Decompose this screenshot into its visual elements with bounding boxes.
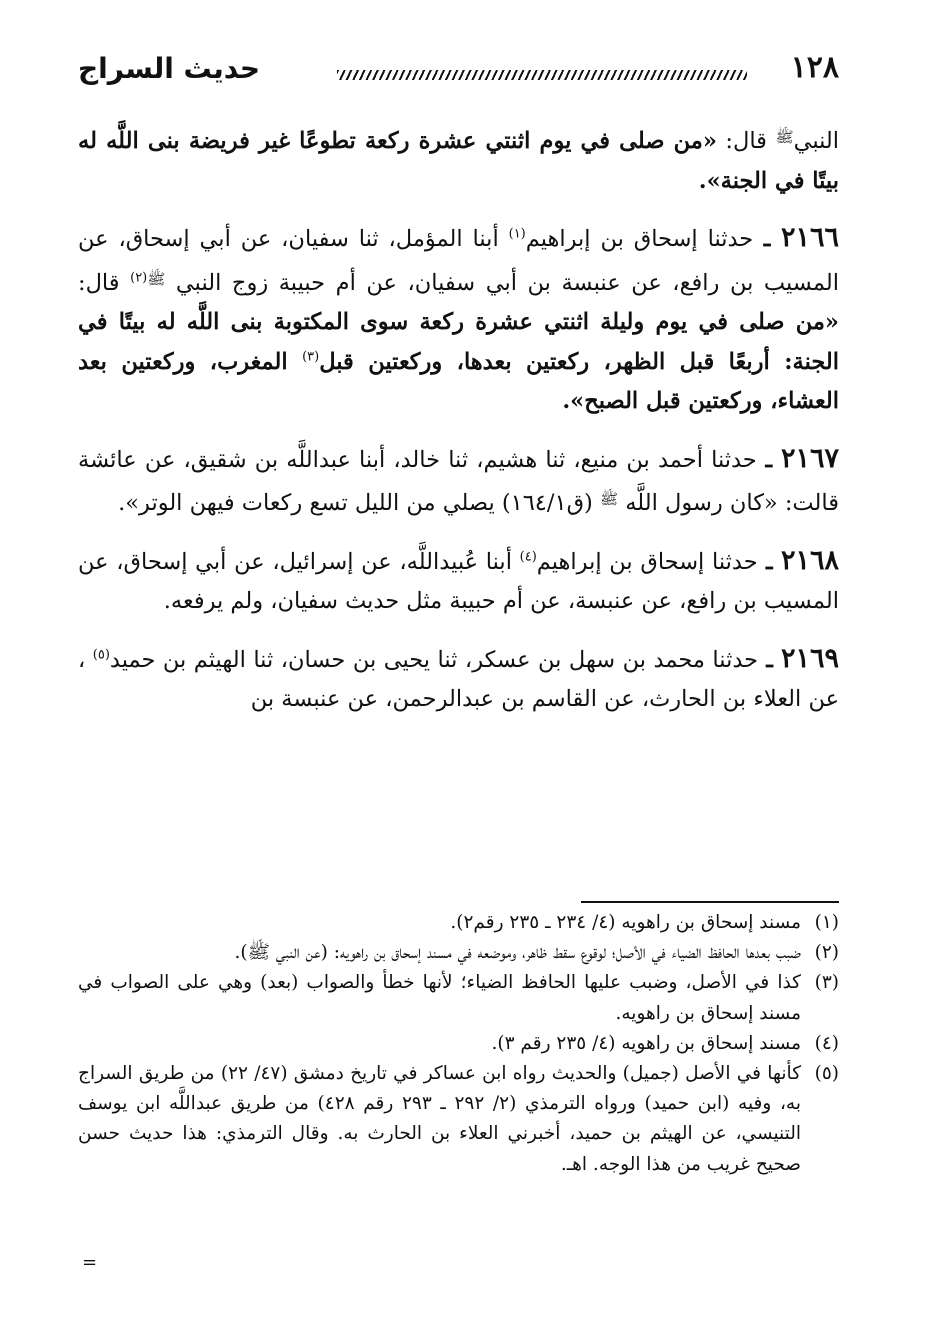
- text-run: أبنا المؤمل، ثنا سفيان، عن أبي إسحاق، عن المسيب بن رافع، عن عنبسة بن أبي سفيان، عن أم حبيبة زوج النبي: [78, 226, 839, 296]
- hadith-2166: [78, 218, 839, 422]
- footnote-text: كذا في الأصل، وضبب عليها الحافظ الضياء؛ لأنها خطأ والصواب (بعد) وهي على الصواب في مسند إسحاق بن راهويه.: [78, 972, 801, 1024]
- footnote-item: [78, 1029, 839, 1059]
- footnote-number: (٤): [814, 1032, 839, 1054]
- footnote-number: (٥): [814, 1063, 839, 1085]
- text-run: ، عن العلاء بن الحارث، عن القاسم بن عبدالرحمن، عن عنبسة بن: [78, 646, 839, 712]
- main-text: [78, 118, 839, 737]
- text-run: حدثنا إسحاق بن إبراهيم: [525, 226, 754, 252]
- text-run: النبي: [793, 128, 840, 154]
- paragraph-continuation: [78, 118, 839, 201]
- text-run: قال:: [78, 269, 131, 296]
- hadith-2168: [78, 541, 839, 622]
- salutation-glyph: ﷺ: [775, 128, 794, 146]
- footnote-ref[interactable]: (٣): [302, 349, 320, 364]
- header-decorative-rule: [337, 70, 747, 80]
- number-dash: ـ: [756, 446, 781, 473]
- text-run: حدثنا أحمد بن منيع، ثنا هشيم، ثنا خالد، أبنا عبداللَّه بن شقيق، عن عائشة قالت: «كان رسول اللَّه: [78, 446, 839, 516]
- footnote-ref[interactable]: (١): [508, 226, 526, 242]
- footnote-number: (١): [814, 912, 839, 933]
- hadith-number: ٢١٦٨: [780, 544, 839, 576]
- hadith-number: ٢١٦٦: [780, 222, 839, 253]
- salutation-glyph: ﷺ: [147, 269, 166, 288]
- hadith-quote: المغرب، وركعتين بعد العشاء، وركعتين قبل الصبح».: [78, 348, 839, 414]
- running-title: حديث السراج: [78, 52, 261, 85]
- hadith-quote: «من صلى في يوم اثنتي عشرة ركعة تطوعًا غير فريضة بنى اللَّه له بيتًا في الجنة».: [78, 128, 839, 194]
- page-number: ١٢٨: [790, 50, 839, 85]
- salutation-glyph: ﷺ: [599, 490, 619, 508]
- hadith-number: ٢١٦٩: [780, 642, 839, 674]
- footnote-separator: [581, 901, 839, 903]
- number-dash: ـ: [758, 646, 781, 673]
- footnote-item: [78, 938, 839, 968]
- continuation-mark: =: [82, 1252, 98, 1273]
- footnote-text: كأنها في الأصل (جميل) والحديث رواه ابن عساكر في تاريخ دمشق (٤٧/ ٢٢) من طريق السراج به، وفيه (ابن حميد) ورواه الترمذي (٢/ ٢٩٢ ـ ٢٩٣ رقم ٤٢٨) من طريق عبداللَّه ابن يوسف التنيسي، عن الهيثم بن حميد، أخبرني العلاء بن الحارث به. وقال الترمذي: هذا حديث حسن صحيح غريب من هذا الوجه. اهـ.: [78, 1063, 802, 1175]
- hadith-number: ٢١٦٧: [780, 442, 839, 474]
- footnote-text: مسند إسحاق بن راهويه (٤/ ٢٣٤ ـ ٢٣٥ رقم٢).: [450, 912, 801, 933]
- number-dash: ـ: [757, 548, 781, 575]
- text-run: حدثنا إسحاق بن إبراهيم: [536, 548, 758, 575]
- text-run: أبنا عُبيداللَّه، عن إسرائيل، عن أبي إسحاق، عن المسيب بن رافع، عن عنبسة، عن أم حبيبة مثل حديث سفيان، ولم يرفعه.: [78, 548, 839, 614]
- footnote-text: مسند إسحاق بن راهويه (٤/ ٢٣٥ رقم ٣).: [491, 1032, 801, 1054]
- number-dash: ـ: [753, 226, 781, 252]
- text-run: قال:: [716, 128, 776, 154]
- footnote-ref[interactable]: (٤): [519, 549, 537, 564]
- footnote-text: ضبب بعدها الحافظ الضياء في الأصل؛ لوقوع سقط ظاهر، وموضعه في مسند إسحاق بن راهويه: (عن النبي ﷺ).: [234, 942, 801, 964]
- footnote-item: [78, 968, 839, 1028]
- text-run: حدثنا محمد بن سهل بن عسكر، ثنا يحيى بن حسان، ثنا الهيثم بن حميد: [109, 646, 759, 673]
- footnote-item: [78, 1059, 839, 1180]
- page-header: [78, 48, 839, 94]
- footnotes: [78, 908, 839, 1180]
- footnote-number: (٢): [814, 942, 839, 964]
- footnote-item: [78, 908, 839, 938]
- hadith-2167: [78, 439, 839, 524]
- footnote-ref[interactable]: (٥): [92, 647, 110, 662]
- hadith-quote: «من صلى في يوم وليلة اثنتي عشرة ركعة سوى المكتوبة بنى اللَّه له بيتًا في الجنة: أربعًا قبل الظهر، ركعتين بعدها، وركعتين قبل: [78, 309, 839, 375]
- footnote-ref[interactable]: (٢): [130, 270, 148, 285]
- footnote-number: (٣): [814, 972, 839, 994]
- hadith-2169: [78, 639, 839, 720]
- text-run: (ق١٦٤/١) يصلي من الليل تسع ركعات فيهن الوتر».: [118, 490, 600, 516]
